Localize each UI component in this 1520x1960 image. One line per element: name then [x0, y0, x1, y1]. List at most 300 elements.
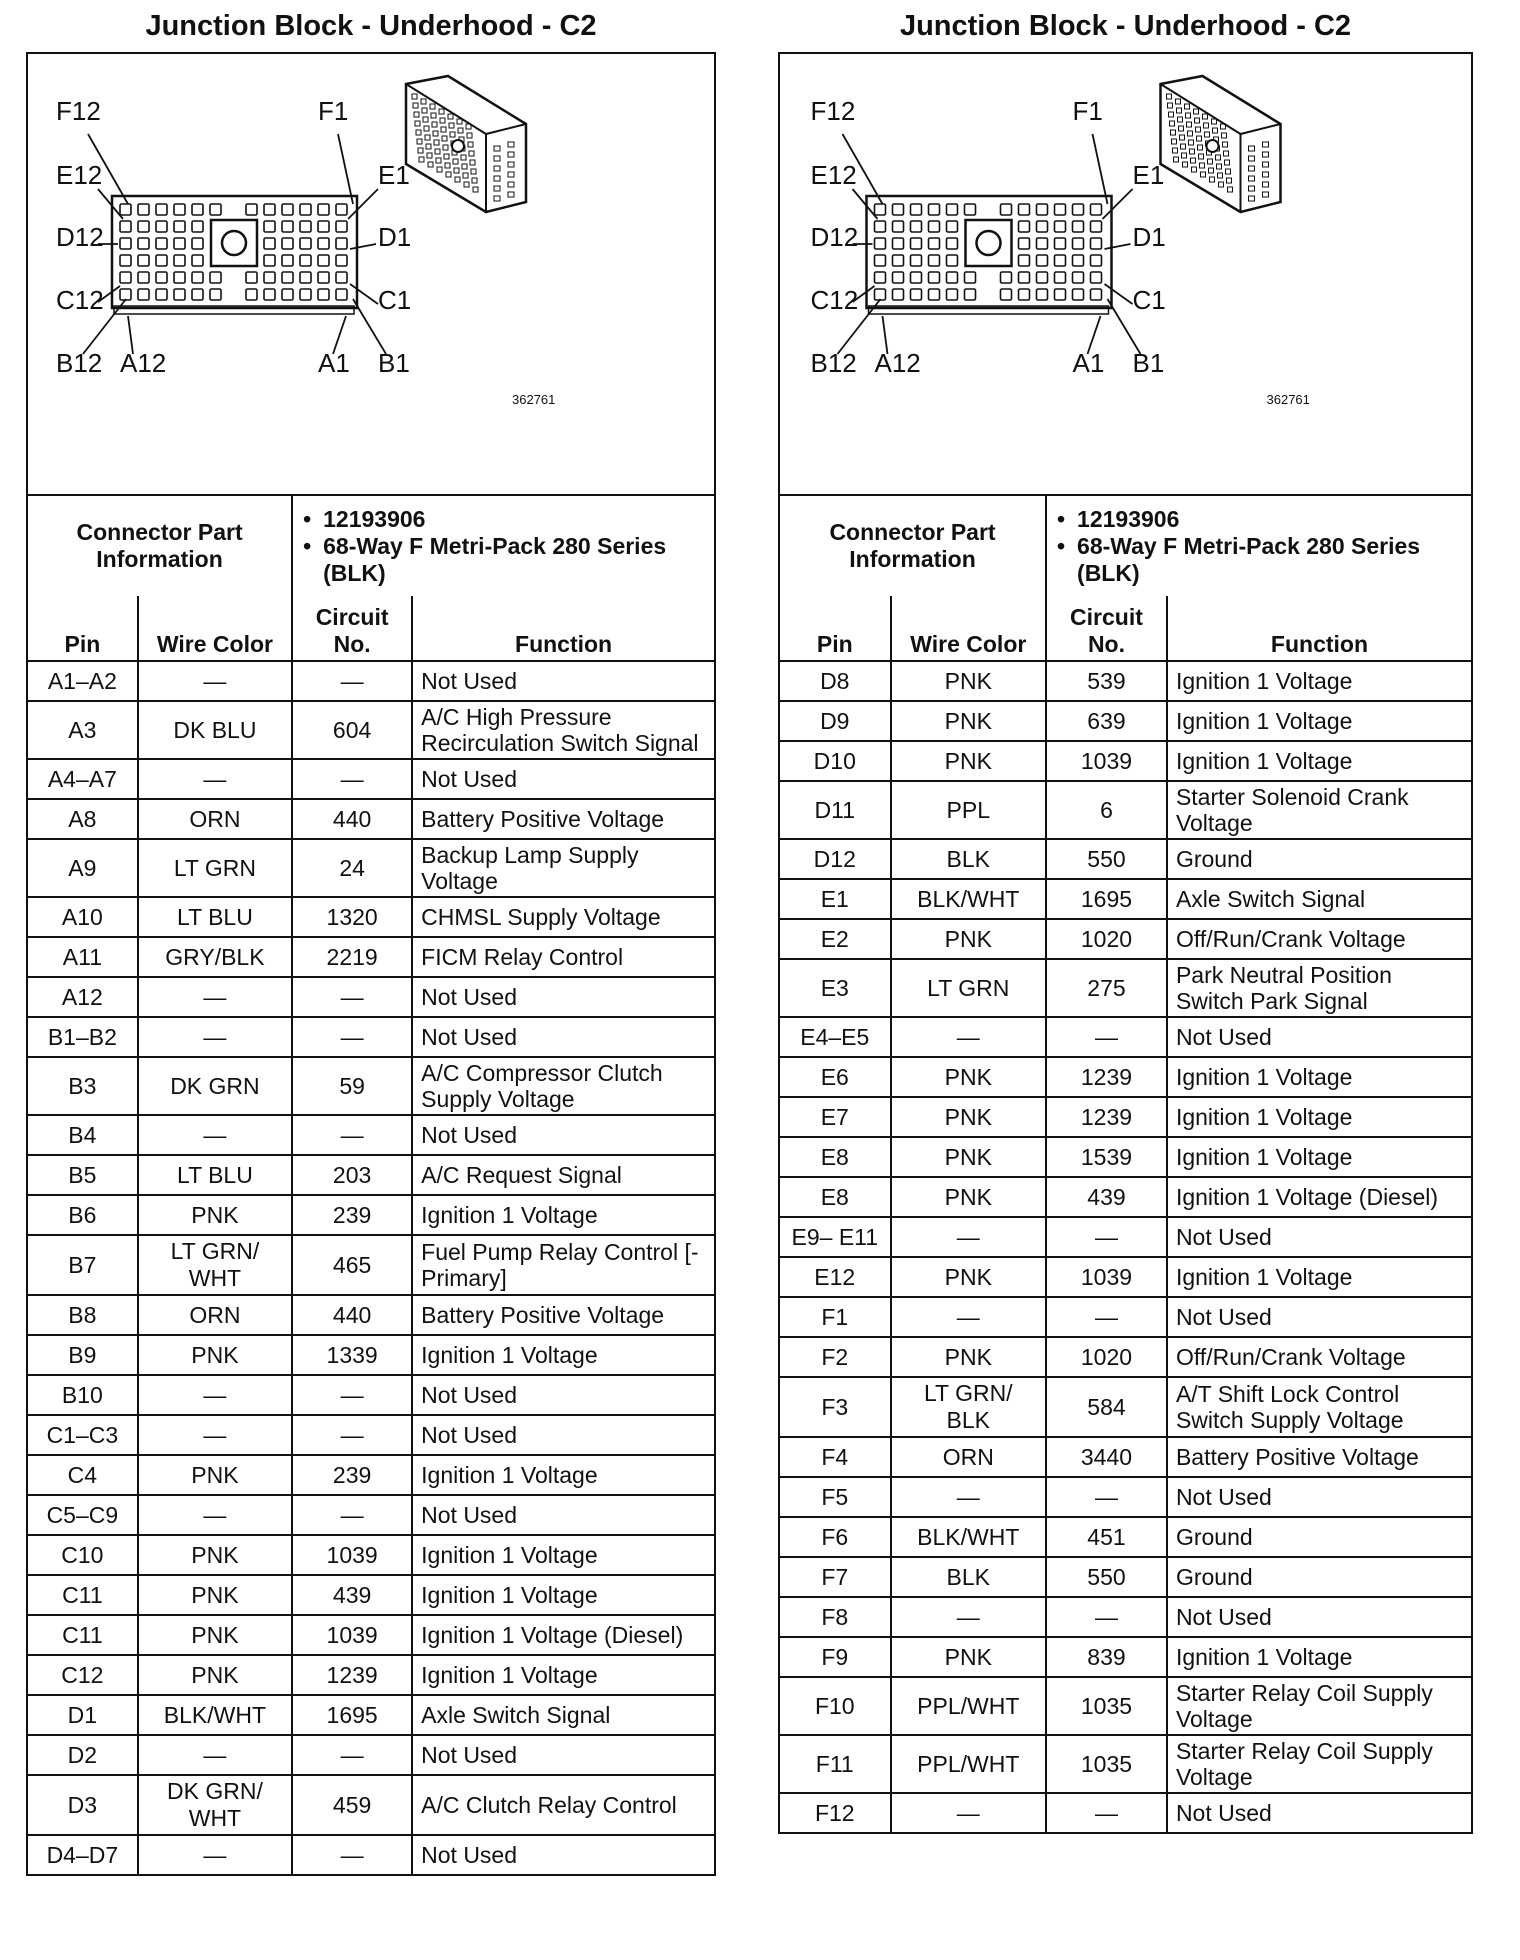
pin-cell: E8: [780, 1137, 891, 1177]
left-connector-diagram: [28, 54, 714, 496]
pin-cell: F7: [780, 1557, 891, 1597]
wire-color-header: Wire Color: [891, 596, 1046, 661]
circuit-no-cell: —: [1046, 1477, 1167, 1517]
function-cell: Axle Switch Signal: [1167, 879, 1471, 919]
table-row: [28, 1017, 714, 1057]
circuit-no-cell: 1239: [1046, 1097, 1167, 1137]
diagram-code: 362761: [512, 392, 556, 407]
table-row: [28, 937, 714, 977]
function-cell: Park Neutral Position Switch Park Signal: [1167, 959, 1471, 1017]
circuit-no-cell: 1035: [1046, 1735, 1167, 1793]
wire-color-cell: PNK: [891, 1137, 1046, 1177]
wire-color-cell: —: [891, 1017, 1046, 1057]
circuit-no-cell: —: [1046, 1597, 1167, 1637]
pin-label-a1: A1: [318, 348, 350, 378]
wire-color-cell: PNK: [891, 919, 1046, 959]
wire-color-cell: PNK: [891, 661, 1046, 701]
pin-cell: C1–C3: [28, 1415, 138, 1455]
circuit-no-cell: 440: [292, 799, 412, 839]
table-row: [28, 1535, 714, 1575]
table-row: [28, 1775, 714, 1835]
pin-cell: D12: [780, 839, 891, 879]
circuit-no-cell: —: [292, 1017, 412, 1057]
pin-label-e12: E12: [810, 160, 857, 190]
function-cell: Ignition 1 Voltage: [412, 1655, 714, 1695]
function-cell: Ignition 1 Voltage: [1167, 701, 1471, 741]
function-cell: Ignition 1 Voltage: [412, 1195, 714, 1235]
right-connector-info-table: [780, 496, 1471, 596]
circuit-no-cell: —: [292, 1115, 412, 1155]
pin-cell: C11: [28, 1615, 138, 1655]
function-cell: Off/Run/Crank Voltage: [1167, 1337, 1471, 1377]
wire-color-cell: ORN: [138, 1295, 292, 1335]
function-cell: Ignition 1 Voltage: [1167, 741, 1471, 781]
function-cell: Not Used: [1167, 1217, 1471, 1257]
right-pinout-table: [780, 596, 1471, 1832]
table-row: [780, 1793, 1471, 1832]
wire-color-cell: PNK: [891, 741, 1046, 781]
function-cell: A/C High Pressure Recirculation Switch Signal: [412, 701, 714, 759]
pin-cell: C4: [28, 1455, 138, 1495]
wire-color-cell: —: [891, 1217, 1046, 1257]
pin-label-e1: E1: [1132, 160, 1165, 190]
circuit-no-cell: 639: [1046, 701, 1167, 741]
table-row: [28, 1495, 714, 1535]
circuit-no-cell: 1695: [1046, 879, 1167, 919]
function-cell: Starter Relay Coil Supply Voltage: [1167, 1735, 1471, 1793]
wire-color-cell: PNK: [138, 1535, 292, 1575]
function-cell: Ignition 1 Voltage: [412, 1535, 714, 1575]
table-row: [28, 1195, 714, 1235]
pin-label-d12: D12: [810, 222, 859, 252]
pin-cell: D3: [28, 1775, 138, 1835]
table-row: [780, 1597, 1471, 1637]
function-cell: Ignition 1 Voltage: [412, 1575, 714, 1615]
pin-cell: B6: [28, 1195, 138, 1235]
function-cell: Ignition 1 Voltage: [1167, 661, 1471, 701]
function-cell: Ignition 1 Voltage (Diesel): [412, 1615, 714, 1655]
function-cell: Not Used: [412, 661, 714, 701]
function-cell: Ignition 1 Voltage: [412, 1335, 714, 1375]
circuit-no-cell: 6: [1046, 781, 1167, 839]
wire-color-cell: PPL/WHT: [891, 1677, 1046, 1735]
function-cell: Starter Relay Coil Supply Voltage: [1167, 1677, 1471, 1735]
wire-color-cell: PNK: [138, 1455, 292, 1495]
table-row: [28, 759, 714, 799]
table-row: [780, 1477, 1471, 1517]
function-cell: FICM Relay Control: [412, 937, 714, 977]
table-row: [780, 701, 1471, 741]
pin-cell: A4–A7: [28, 759, 138, 799]
pin-cell: F8: [780, 1597, 891, 1637]
right-connector-diagram: [780, 54, 1471, 496]
pin-cell: E1: [780, 879, 891, 919]
table-row: [28, 701, 714, 759]
pin-cell: C5–C9: [28, 1495, 138, 1535]
function-cell: Ignition 1 Voltage: [1167, 1057, 1471, 1097]
circuit-no-cell: —: [292, 1495, 412, 1535]
connector-illustration: [406, 76, 526, 212]
function-cell: Axle Switch Signal: [412, 1695, 714, 1735]
wire-color-cell: LT GRN/ WHT: [138, 1235, 292, 1295]
wire-color-cell: BLK: [891, 1557, 1046, 1597]
pin-label-d1: D1: [378, 222, 412, 252]
circuit-no-cell: —: [292, 1375, 412, 1415]
table-row: [28, 1735, 714, 1775]
function-cell: Battery Positive Voltage: [1167, 1437, 1471, 1477]
wire-color-cell: PNK: [891, 1337, 1046, 1377]
pin-label-c12: C12: [810, 285, 859, 315]
function-cell: Not Used: [1167, 1597, 1471, 1637]
connector-face-diagram: [780, 54, 1470, 494]
circuit-no-cell: 1239: [292, 1655, 412, 1695]
function-cell: Ground: [1167, 1557, 1471, 1597]
circuit-no-cell: 1035: [1046, 1677, 1167, 1735]
table-row: [780, 1557, 1471, 1597]
table-row: [780, 1177, 1471, 1217]
function-header: Function: [412, 596, 714, 661]
pin-cell: A1–A2: [28, 661, 138, 701]
function-cell: A/C Request Signal: [412, 1155, 714, 1195]
table-row: [780, 1017, 1471, 1057]
pin-cell: D9: [780, 701, 891, 741]
wire-color-cell: PNK: [891, 1057, 1046, 1097]
pin-label-a1: A1: [1072, 348, 1105, 378]
table-row: [780, 1297, 1471, 1337]
wire-color-cell: —: [891, 1297, 1046, 1337]
table-row: [780, 1337, 1471, 1377]
circuit-no-cell: 1539: [1046, 1137, 1167, 1177]
table-row: [28, 1115, 714, 1155]
pin-cell: B9: [28, 1335, 138, 1375]
function-cell: Ignition 1 Voltage: [412, 1455, 714, 1495]
table-row: [28, 1835, 714, 1874]
wire-color-cell: —: [138, 661, 292, 701]
pin-label-d12: D12: [56, 222, 104, 252]
function-cell: A/C Clutch Relay Control: [412, 1775, 714, 1835]
wire-color-cell: PNK: [891, 1097, 1046, 1137]
wire-color-cell: DK GRN: [138, 1057, 292, 1115]
pin-label-b12: B12: [810, 348, 857, 378]
table-row: [28, 1455, 714, 1495]
table-row: [28, 1235, 714, 1295]
table-row: [780, 1257, 1471, 1297]
table-row: [780, 1137, 1471, 1177]
pin-label-b1: B1: [1132, 348, 1165, 378]
wire-color-cell: PNK: [891, 1177, 1046, 1217]
circuit-no-cell: 239: [292, 1195, 412, 1235]
wire-color-cell: LT BLU: [138, 897, 292, 937]
pin-cell: B7: [28, 1235, 138, 1295]
connector-face-diagram: [28, 54, 713, 494]
function-cell: Not Used: [412, 1375, 714, 1415]
function-cell: Not Used: [412, 1017, 714, 1057]
wire-color-cell: GRY/BLK: [138, 937, 292, 977]
circuit-no-cell: 1339: [292, 1335, 412, 1375]
function-cell: Not Used: [412, 1115, 714, 1155]
function-cell: A/C Compressor Clutch Supply Voltage: [412, 1057, 714, 1115]
table-row: [780, 1637, 1471, 1677]
circuit-no-cell: 1239: [1046, 1057, 1167, 1097]
pin-cell: E2: [780, 919, 891, 959]
wire-color-cell: PPL: [891, 781, 1046, 839]
part-number: • 12193906: [1055, 506, 1463, 533]
wire-color-header: Wire Color: [138, 596, 292, 661]
table-row: [780, 1097, 1471, 1137]
circuit-no-cell: 440: [292, 1295, 412, 1335]
part-number: • 12193906: [301, 506, 706, 533]
pin-label-c1: C1: [378, 285, 412, 315]
left-panel: [26, 0, 716, 1876]
table-row: [780, 741, 1471, 781]
function-cell: Not Used: [412, 977, 714, 1017]
circuit-no-cell: 584: [1046, 1377, 1167, 1437]
right-panel: [778, 0, 1473, 1834]
pin-cell: F4: [780, 1437, 891, 1477]
table-row: [780, 879, 1471, 919]
circuit-no-cell: 465: [292, 1235, 412, 1295]
wire-color-cell: —: [891, 1597, 1046, 1637]
wire-color-cell: PPL/WHT: [891, 1735, 1046, 1793]
wire-color-cell: PNK: [891, 701, 1046, 741]
table-row: [780, 1437, 1471, 1477]
pin-label-e12: E12: [56, 160, 103, 190]
wire-color-cell: —: [138, 1375, 292, 1415]
circuit-no-cell: 275: [1046, 959, 1167, 1017]
circuit-no-cell: 1020: [1046, 919, 1167, 959]
pin-cell: D10: [780, 741, 891, 781]
wire-color-cell: —: [138, 977, 292, 1017]
circuit-no-cell: —: [292, 661, 412, 701]
pin-cell: E9– E11: [780, 1217, 891, 1257]
circuit-no-cell: 1039: [292, 1615, 412, 1655]
function-cell: CHMSL Supply Voltage: [412, 897, 714, 937]
wire-color-cell: —: [138, 1835, 292, 1874]
table-row: [780, 959, 1471, 1017]
connector-illustration: [1161, 76, 1281, 212]
pin-cell: F6: [780, 1517, 891, 1557]
circuit-no-header: Circuit No.: [1046, 596, 1167, 661]
table-row: [28, 1415, 714, 1455]
function-cell: Not Used: [1167, 1477, 1471, 1517]
circuit-no-cell: —: [292, 1835, 412, 1874]
pin-label-f12: F12: [56, 96, 101, 126]
wire-color-cell: BLK/WHT: [891, 879, 1046, 919]
circuit-no-cell: 451: [1046, 1517, 1167, 1557]
circuit-no-cell: 604: [292, 701, 412, 759]
function-header: Function: [1167, 596, 1471, 661]
wire-color-cell: PNK: [138, 1615, 292, 1655]
table-row: [28, 1155, 714, 1195]
function-cell: Off/Run/Crank Voltage: [1167, 919, 1471, 959]
pin-label-d1: D1: [1132, 222, 1166, 252]
pin-cell: A11: [28, 937, 138, 977]
wire-color-cell: —: [891, 1793, 1046, 1832]
circuit-no-cell: 539: [1046, 661, 1167, 701]
pin-cell: A10: [28, 897, 138, 937]
pin-label-b12: B12: [56, 348, 103, 378]
table-row: [28, 1295, 714, 1335]
wire-color-cell: LT GRN: [891, 959, 1046, 1017]
wire-color-cell: LT GRN: [138, 839, 292, 897]
function-cell: Ignition 1 Voltage: [1167, 1257, 1471, 1297]
function-cell: Not Used: [1167, 1297, 1471, 1337]
circuit-no-cell: 550: [1046, 1557, 1167, 1597]
function-cell: Battery Positive Voltage: [412, 1295, 714, 1335]
pin-cell: F5: [780, 1477, 891, 1517]
circuit-no-cell: 459: [292, 1775, 412, 1835]
function-cell: A/T Shift Lock Control Switch Supply Voltage: [1167, 1377, 1471, 1437]
pin-cell: F3: [780, 1377, 891, 1437]
function-cell: Not Used: [412, 1495, 714, 1535]
pin-cell: D11: [780, 781, 891, 839]
circuit-no-cell: —: [292, 1415, 412, 1455]
connector-part-info: [1046, 496, 1471, 596]
table-row: [28, 897, 714, 937]
circuit-no-cell: 1039: [1046, 1257, 1167, 1297]
function-cell: Battery Positive Voltage: [412, 799, 714, 839]
function-cell: Not Used: [412, 759, 714, 799]
wire-color-cell: DK BLU: [138, 701, 292, 759]
circuit-no-cell: 2219: [292, 937, 412, 977]
wire-color-cell: —: [138, 1495, 292, 1535]
pin-label-e1: E1: [378, 160, 410, 190]
pin-label-f12: F12: [810, 96, 856, 126]
circuit-no-cell: 1695: [292, 1695, 412, 1735]
pin-cell: B4: [28, 1115, 138, 1155]
wire-color-cell: —: [138, 759, 292, 799]
function-cell: Not Used: [1167, 1793, 1471, 1832]
wire-color-cell: BLK/WHT: [891, 1517, 1046, 1557]
pin-cell: A3: [28, 701, 138, 759]
wire-color-cell: DK GRN/ WHT: [138, 1775, 292, 1835]
table-row: [28, 1615, 714, 1655]
connector-part-info-label: Connector Part Information: [28, 496, 292, 596]
wire-color-cell: PNK: [138, 1655, 292, 1695]
function-cell: Ignition 1 Voltage (Diesel): [1167, 1177, 1471, 1217]
table-row: [780, 1377, 1471, 1437]
pin-cell: C12: [28, 1655, 138, 1695]
circuit-no-cell: 24: [292, 839, 412, 897]
pin-cell: D1: [28, 1695, 138, 1735]
circuit-no-cell: 439: [1046, 1177, 1167, 1217]
function-cell: Ground: [1167, 1517, 1471, 1557]
circuit-no-cell: 3440: [1046, 1437, 1167, 1477]
function-cell: Not Used: [412, 1415, 714, 1455]
table-row: [780, 839, 1471, 879]
wire-color-cell: —: [138, 1415, 292, 1455]
table-row: [780, 1057, 1471, 1097]
wire-color-cell: PNK: [138, 1195, 292, 1235]
pin-cell: F1: [780, 1297, 891, 1337]
table-header-row: [28, 596, 714, 661]
table-row: [780, 661, 1471, 701]
left-pinout-table: [28, 596, 714, 1874]
connector-part-info: [292, 496, 714, 596]
circuit-no-cell: 59: [292, 1057, 412, 1115]
wire-color-cell: PNK: [138, 1335, 292, 1375]
circuit-no-cell: 239: [292, 1455, 412, 1495]
pin-cell: E12: [780, 1257, 891, 1297]
pin-header: Pin: [780, 596, 891, 661]
table-row: [28, 1655, 714, 1695]
pin-cell: F10: [780, 1677, 891, 1735]
pin-cell: D8: [780, 661, 891, 701]
table-row: [28, 1575, 714, 1615]
pin-label-f1: F1: [1072, 96, 1103, 126]
left-connector-info-table: [28, 496, 714, 596]
table-row: [780, 1677, 1471, 1735]
function-cell: Starter Solenoid Crank Voltage: [1167, 781, 1471, 839]
wire-color-cell: PNK: [891, 1637, 1046, 1677]
pin-cell: D4–D7: [28, 1835, 138, 1874]
pin-label-a12: A12: [120, 348, 167, 378]
circuit-no-cell: —: [292, 759, 412, 799]
pin-cell: B1–B2: [28, 1017, 138, 1057]
circuit-no-cell: —: [1046, 1217, 1167, 1257]
pin-cell: E6: [780, 1057, 891, 1097]
table-row: [780, 1217, 1471, 1257]
wire-color-cell: —: [138, 1735, 292, 1775]
circuit-no-cell: —: [292, 1735, 412, 1775]
table-header-row: [780, 596, 1471, 661]
circuit-no-cell: 839: [1046, 1637, 1167, 1677]
wire-color-cell: PNK: [138, 1575, 292, 1615]
function-cell: Backup Lamp Supply Voltage: [412, 839, 714, 897]
pin-cell: E8: [780, 1177, 891, 1217]
connector-type: • 68-Way F Metri-Pack 280 Series (BLK): [1055, 533, 1463, 587]
wire-color-cell: ORN: [891, 1437, 1046, 1477]
pin-cell: C10: [28, 1535, 138, 1575]
connector-part-info-label: Connector Part Information: [780, 496, 1046, 596]
table-row: [28, 1335, 714, 1375]
pin-cell: F12: [780, 1793, 891, 1832]
pin-label-c12: C12: [56, 285, 104, 315]
table-row: [28, 661, 714, 701]
pin-cell: D2: [28, 1735, 138, 1775]
wire-color-cell: ORN: [138, 799, 292, 839]
function-cell: Not Used: [412, 1735, 714, 1775]
wire-color-cell: LT BLU: [138, 1155, 292, 1195]
wire-color-cell: —: [891, 1477, 1046, 1517]
pin-cell: F9: [780, 1637, 891, 1677]
table-row: [780, 1735, 1471, 1793]
function-cell: Ignition 1 Voltage: [1167, 1097, 1471, 1137]
left-frame: [26, 52, 716, 1876]
table-row: [28, 799, 714, 839]
circuit-no-cell: 1039: [1046, 741, 1167, 781]
pin-label-a12: A12: [874, 348, 921, 378]
pin-cell: A12: [28, 977, 138, 1017]
function-cell: Not Used: [1167, 1017, 1471, 1057]
table-row: [780, 781, 1471, 839]
table-row: [28, 839, 714, 897]
circuit-no-cell: 203: [292, 1155, 412, 1195]
circuit-no-cell: —: [1046, 1793, 1167, 1832]
left-page-title: Junction Block - Underhood - C2: [145, 10, 597, 42]
pin-cell: C11: [28, 1575, 138, 1615]
circuit-no-cell: —: [292, 977, 412, 1017]
table-row: [780, 919, 1471, 959]
table-row: [780, 1517, 1471, 1557]
wire-color-cell: BLK/WHT: [138, 1695, 292, 1735]
diagram-code: 362761: [1266, 392, 1310, 407]
pin-cell: B3: [28, 1057, 138, 1115]
function-cell: Fuel Pump Relay Control [- Primary]: [412, 1235, 714, 1295]
pin-header: Pin: [28, 596, 138, 661]
pin-cell: E3: [780, 959, 891, 1017]
function-cell: Not Used: [412, 1835, 714, 1874]
